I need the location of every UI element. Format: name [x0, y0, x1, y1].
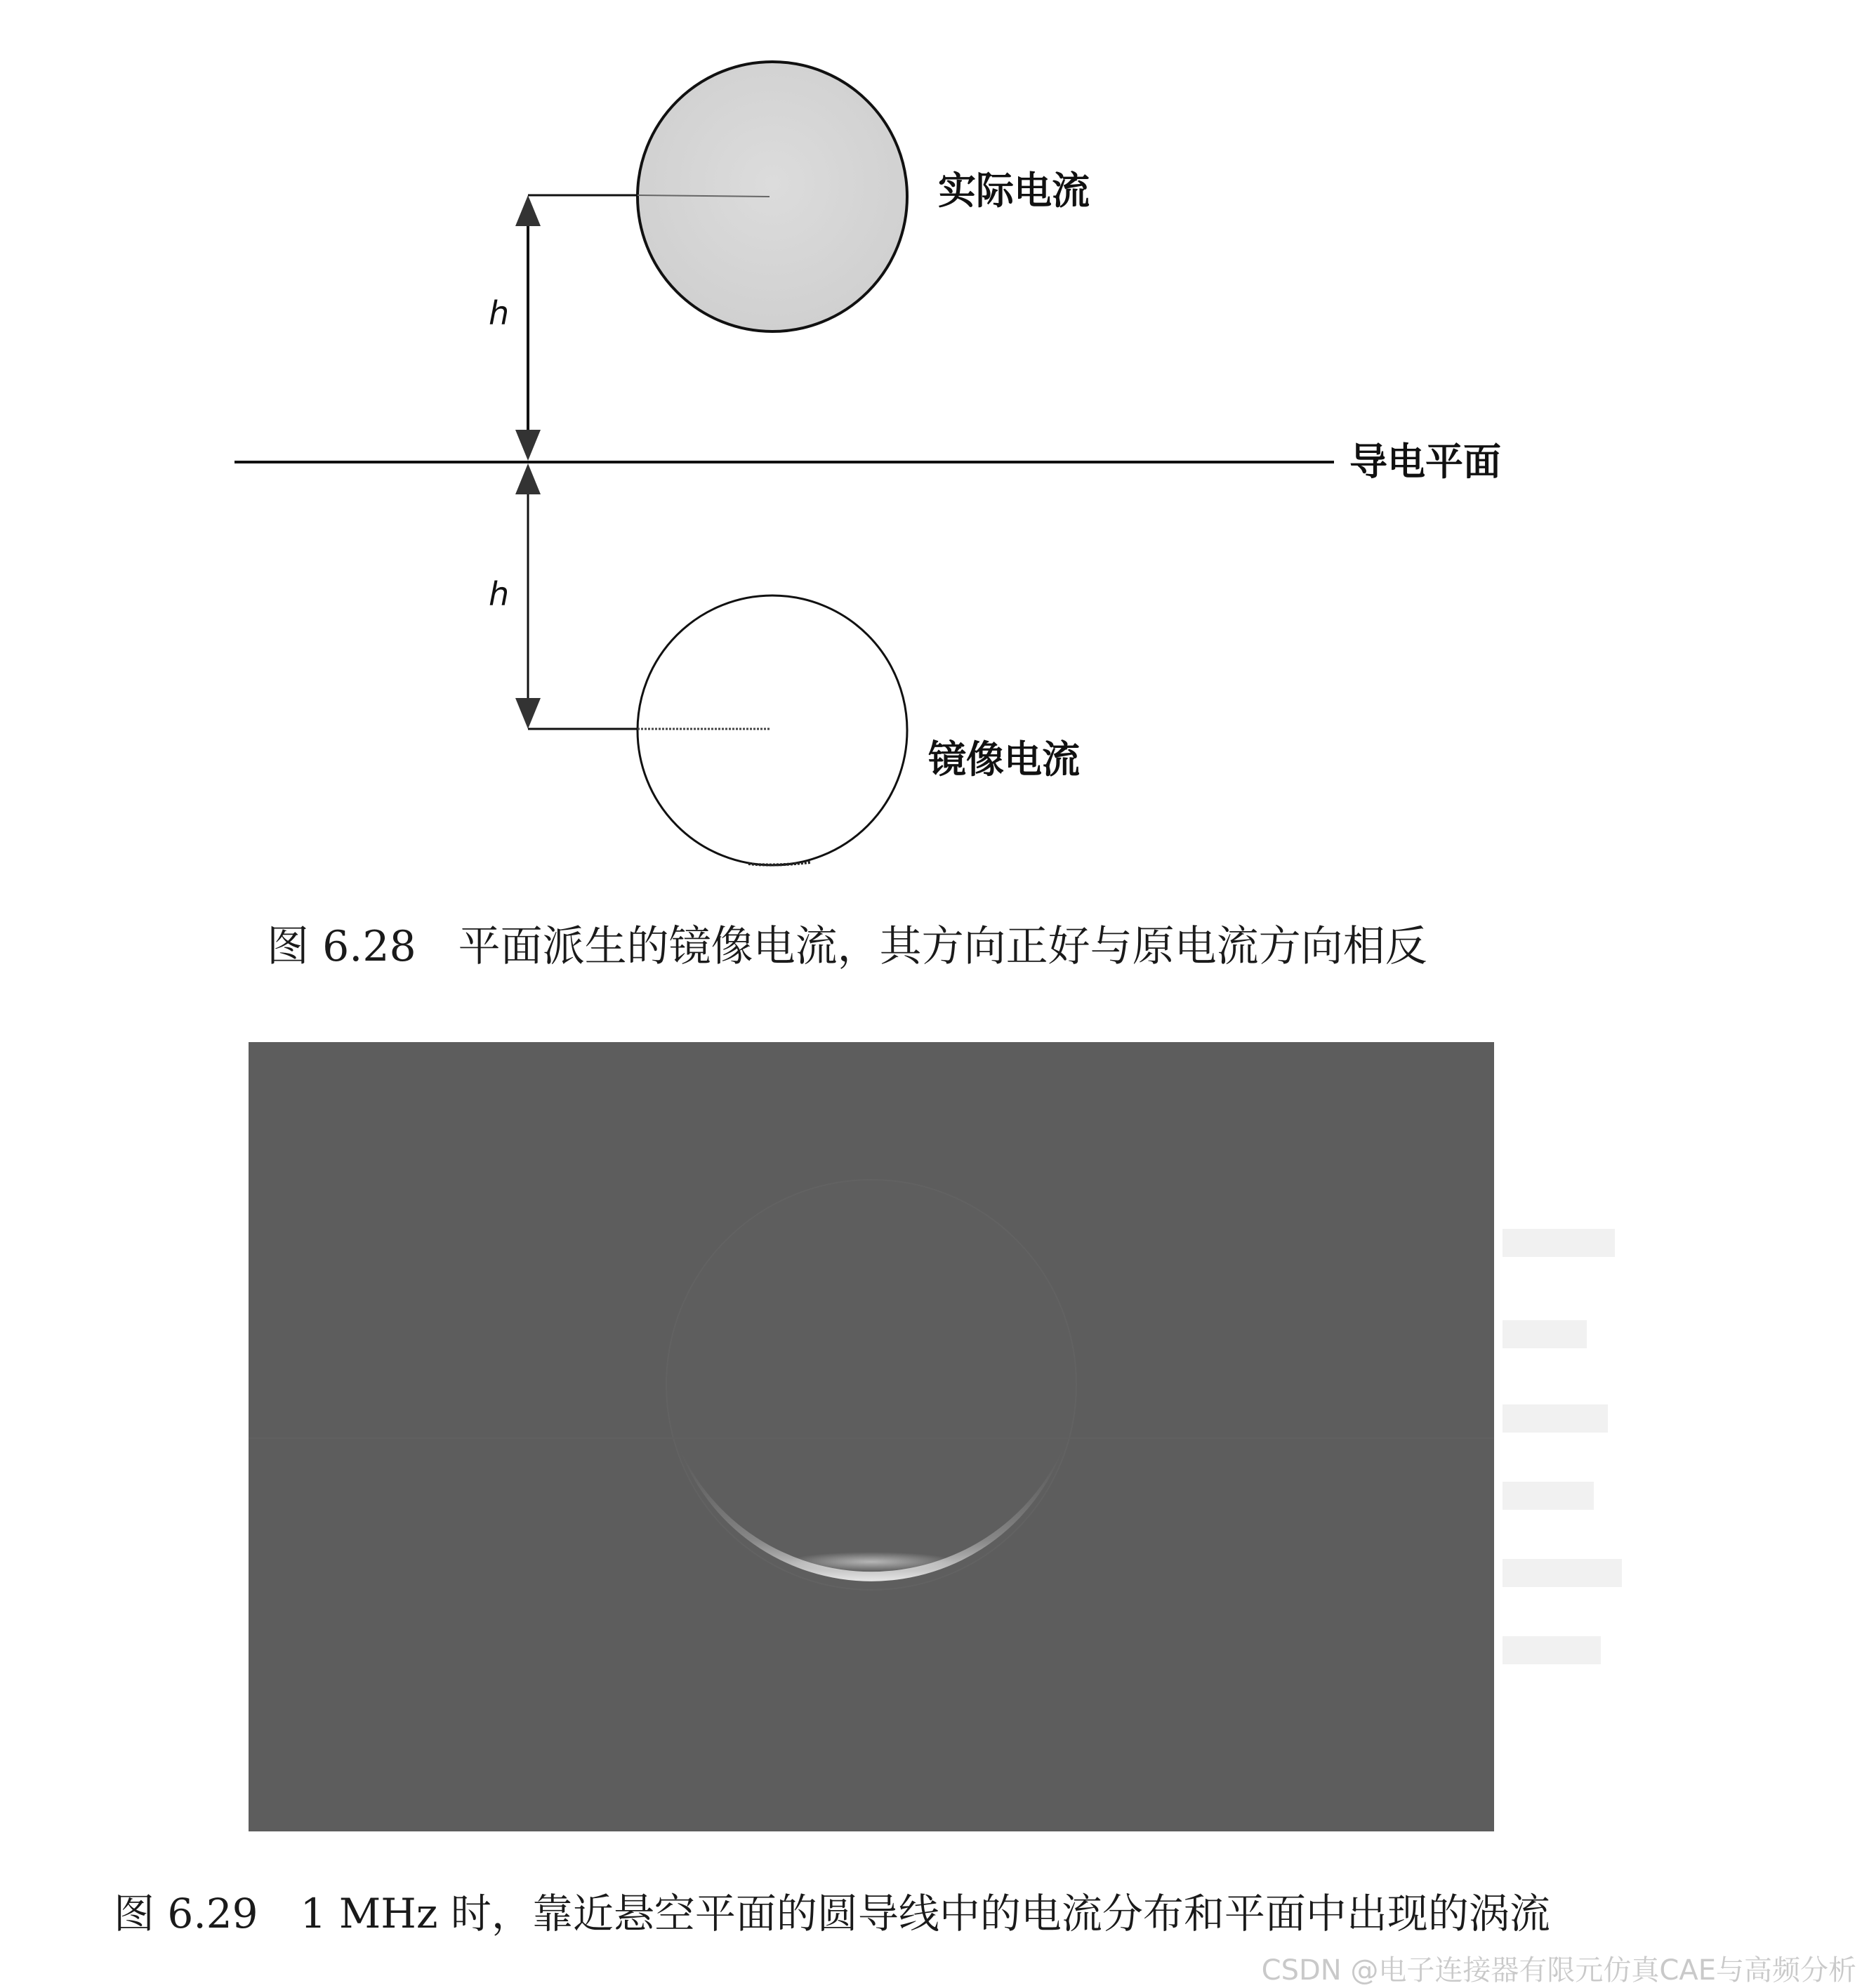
- current-hotspot-glow: [787, 1552, 956, 1572]
- figure-number: 图 6.29: [114, 1890, 258, 1937]
- label-height-lower: h: [489, 575, 510, 613]
- label-conductive-plane: 导电平面: [1349, 440, 1501, 484]
- figure-number: 图 6.28: [267, 922, 416, 971]
- bleed-through-mark: [1503, 1559, 1622, 1587]
- bleed-through-mark: [1503, 1320, 1587, 1348]
- figure-caption-6-28: [267, 913, 1427, 973]
- bleed-through-mark: [1503, 1636, 1601, 1664]
- image-current-diagram: [0, 0, 1862, 983]
- wire-cross-section: [666, 1180, 1076, 1590]
- figure-caption-text: 1 MHz 时，靠近悬空平面的圆导线中的电流分布和平面中出现的涡流: [300, 1890, 1550, 1937]
- image-current-circle: [638, 595, 907, 865]
- label-image-current: 镜像电流: [928, 737, 1080, 782]
- figure-caption-text: 平面派生的镜像电流，其方向正好与原电流方向相反: [458, 922, 1427, 971]
- label-actual-current: 实际电流: [938, 169, 1090, 213]
- source-watermark: CSDN @电子连接器有限元仿真CAE与高频分析: [1261, 1954, 1856, 1987]
- lower-dimension-arrow: [515, 463, 541, 729]
- bleed-through-mark: [1503, 1482, 1594, 1510]
- label-height-upper: h: [489, 294, 510, 332]
- figure-caption-6-29: [114, 1881, 1550, 1940]
- bleed-through-mark: [1503, 1229, 1615, 1257]
- eddy-current-simulation-image: [249, 1042, 1494, 1831]
- actual-current-circle: [638, 62, 907, 331]
- upper-dimension-arrow: [515, 195, 541, 461]
- diagram-canvas: [0, 0, 1862, 983]
- simulation-canvas: [249, 1042, 1494, 1831]
- bleed-through-mark: [1503, 1404, 1608, 1433]
